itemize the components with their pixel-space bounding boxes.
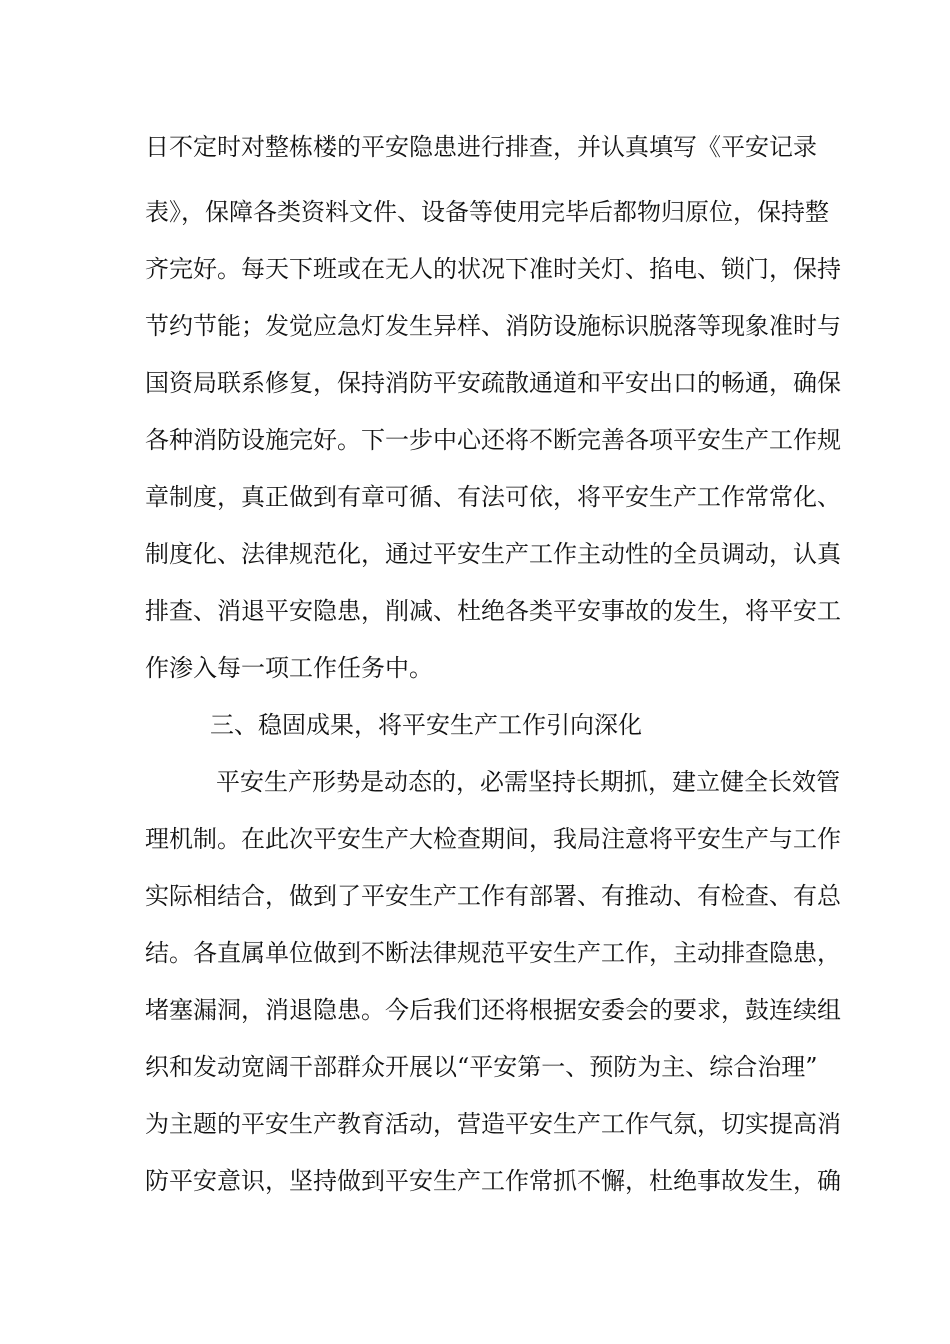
paragraph-1-line-4: 节约节能；发觉应急灯发生异样、消防设施标识脱落等现象准时与 <box>145 312 841 340</box>
paragraph-2-line-4: 结。各直属单位做到不断法律规范平安生产工作，主动排查隐患， <box>145 939 841 967</box>
paragraph-2-line-2: 理机制。在此次平安生产大检查期间，我局注意将平安生产与工作 <box>145 825 841 853</box>
section-heading: 三、稳固成果，将平安生产工作引向深化 <box>210 711 642 739</box>
paragraph-1-line-9: 排查、消退平安隐患，削减、杜绝各类平安事故的发生，将平安工 <box>145 597 841 625</box>
paragraph-1-line-2: 表》，保障各类资料文件、设备等使用完毕后都物归原位，保持整 <box>145 198 829 226</box>
paragraph-1-line-5: 国资局联系修复，保持消防平安疏散通道和平安出口的畅通，确保 <box>145 369 841 397</box>
paragraph-1-line-6: 各种消防设施完好。下一步中心还将不断完善各项平安生产工作规 <box>145 426 841 454</box>
paragraph-1-line-1: 日不定时对整栋楼的平安隐患进行排查，并认真填写《平安记录 <box>145 133 817 161</box>
paragraph-1-line-3: 齐完好。每天下班或在无人的状况下准时关灯、掐电、锁门，保持 <box>145 255 841 283</box>
paragraph-1-line-7: 章制度，真正做到有章可循、有法可依，将平安生产工作常常化、 <box>145 483 841 511</box>
paragraph-2-line-3: 实际相结合，做到了平安生产工作有部署、有推动、有检查、有总 <box>145 882 841 910</box>
paragraph-2-line-7: 为主题的平安生产教育活动，营造平安生产工作气氛，切实提高消 <box>145 1110 841 1138</box>
paragraph-2-line-1: 平安生产形势是动态的，必需坚持长期抓，建立健全长效管 <box>216 768 840 796</box>
paragraph-2-line-6: 织和发动宽阔干部群众开展以“平安第一、预防为主、综合治理” <box>145 1053 818 1081</box>
paragraph-2-line-8: 防平安意识，坚持做到平安生产工作常抓不懈，杜绝事故发生，确 <box>145 1167 841 1195</box>
paragraph-1-line-8: 制度化、法律规范化，通过平安生产工作主动性的全员调动，认真 <box>145 540 841 568</box>
paragraph-1-line-10: 作渗入每一项工作任务中。 <box>145 654 433 682</box>
paragraph-2-line-5: 堵塞漏洞，消退隐患。今后我们还将根据安委会的要求，鼓连续组 <box>145 996 841 1024</box>
